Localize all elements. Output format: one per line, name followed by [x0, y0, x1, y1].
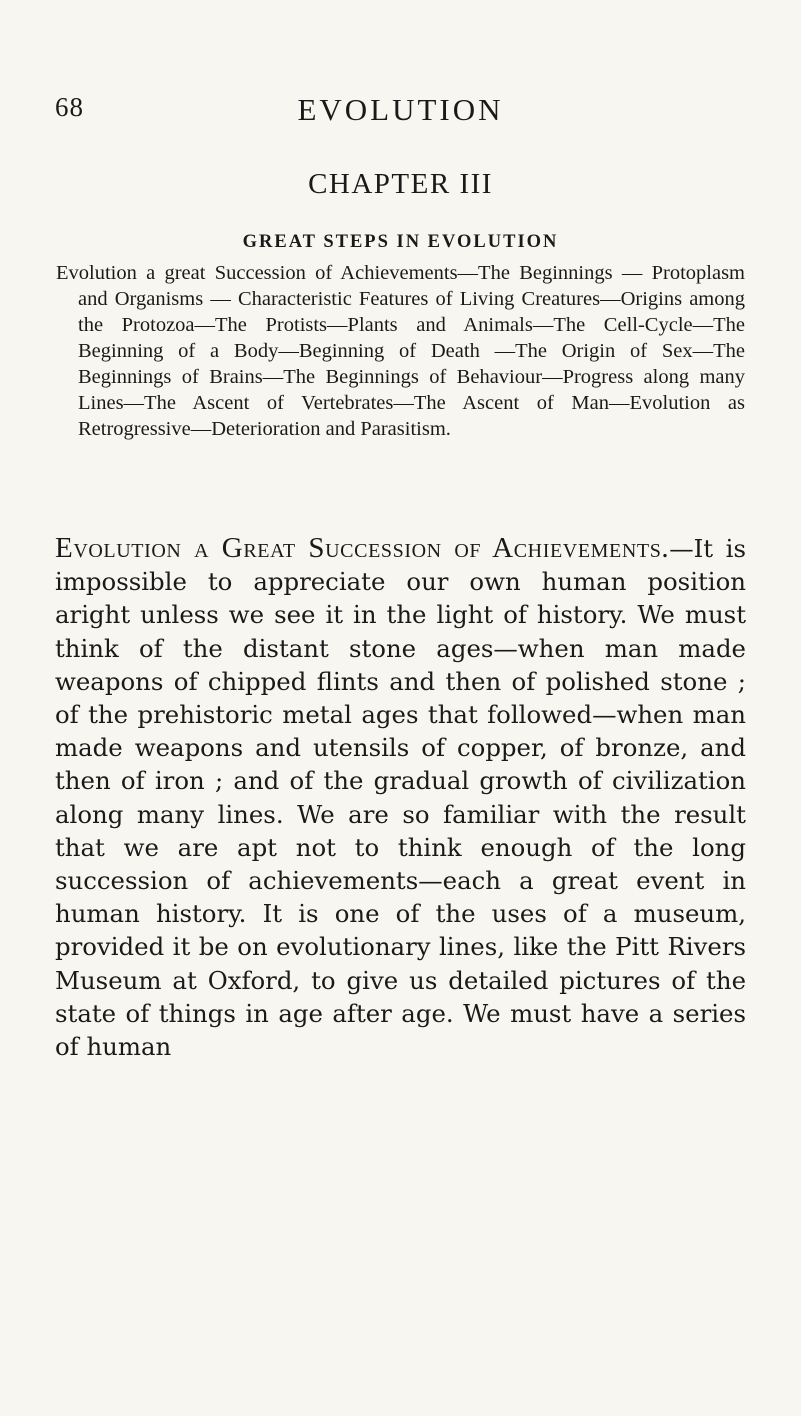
chapter-title: CHAPTER III — [308, 168, 493, 200]
section-paragraph — [55, 532, 746, 1063]
page-number: 68 — [55, 92, 84, 122]
section-heading: Evolution a Great Succession of Achievements. — [55, 532, 670, 564]
chapter-subtitle: GREAT STEPS IN EVOLUTION — [242, 232, 559, 252]
running-head: EVOLUTION — [297, 92, 504, 127]
page-header — [55, 92, 746, 132]
section-text: —It is impossible to appreciate our own human position aright unless we see it in the light of history. We must think of the distant stone ages—when man made weapons of chipped flints and then of polished stone ; of the prehistoric metal ages that followed—when man made weapons and utensils of copper, of bronze, and then of iron ; and of the gradual growth of civilization along many lines. We are so familiar with the result that we are apt not to think enough of the long succession of achievements—each a great event in human history. It is one of the uses of a museum, provided it be on evolutionary lines, like the Pitt Rivers Museum at Oxford, to give us detailed pictures of the state of things in age after age. We must have a series of human — [55, 534, 746, 1062]
chapter-synopsis: Evolution a great Succession of Achievements—The Beginnings — Protoplasm and Organisms — Characteristic Features of Living Creatures—Origins among the Protozoa—The Protists—Plants and Animals—The Cell-Cycle—The Beginning of a Body—Beginning of Death —The Origin of Sex—The Beginnings of Brains—The Beginnings of Behaviour—Progress along many Lines—The Ascent of Vertebrates—The Ascent of Man—Evolution as Retrogressive—Deterioration and Parasitism. — [56, 262, 745, 440]
